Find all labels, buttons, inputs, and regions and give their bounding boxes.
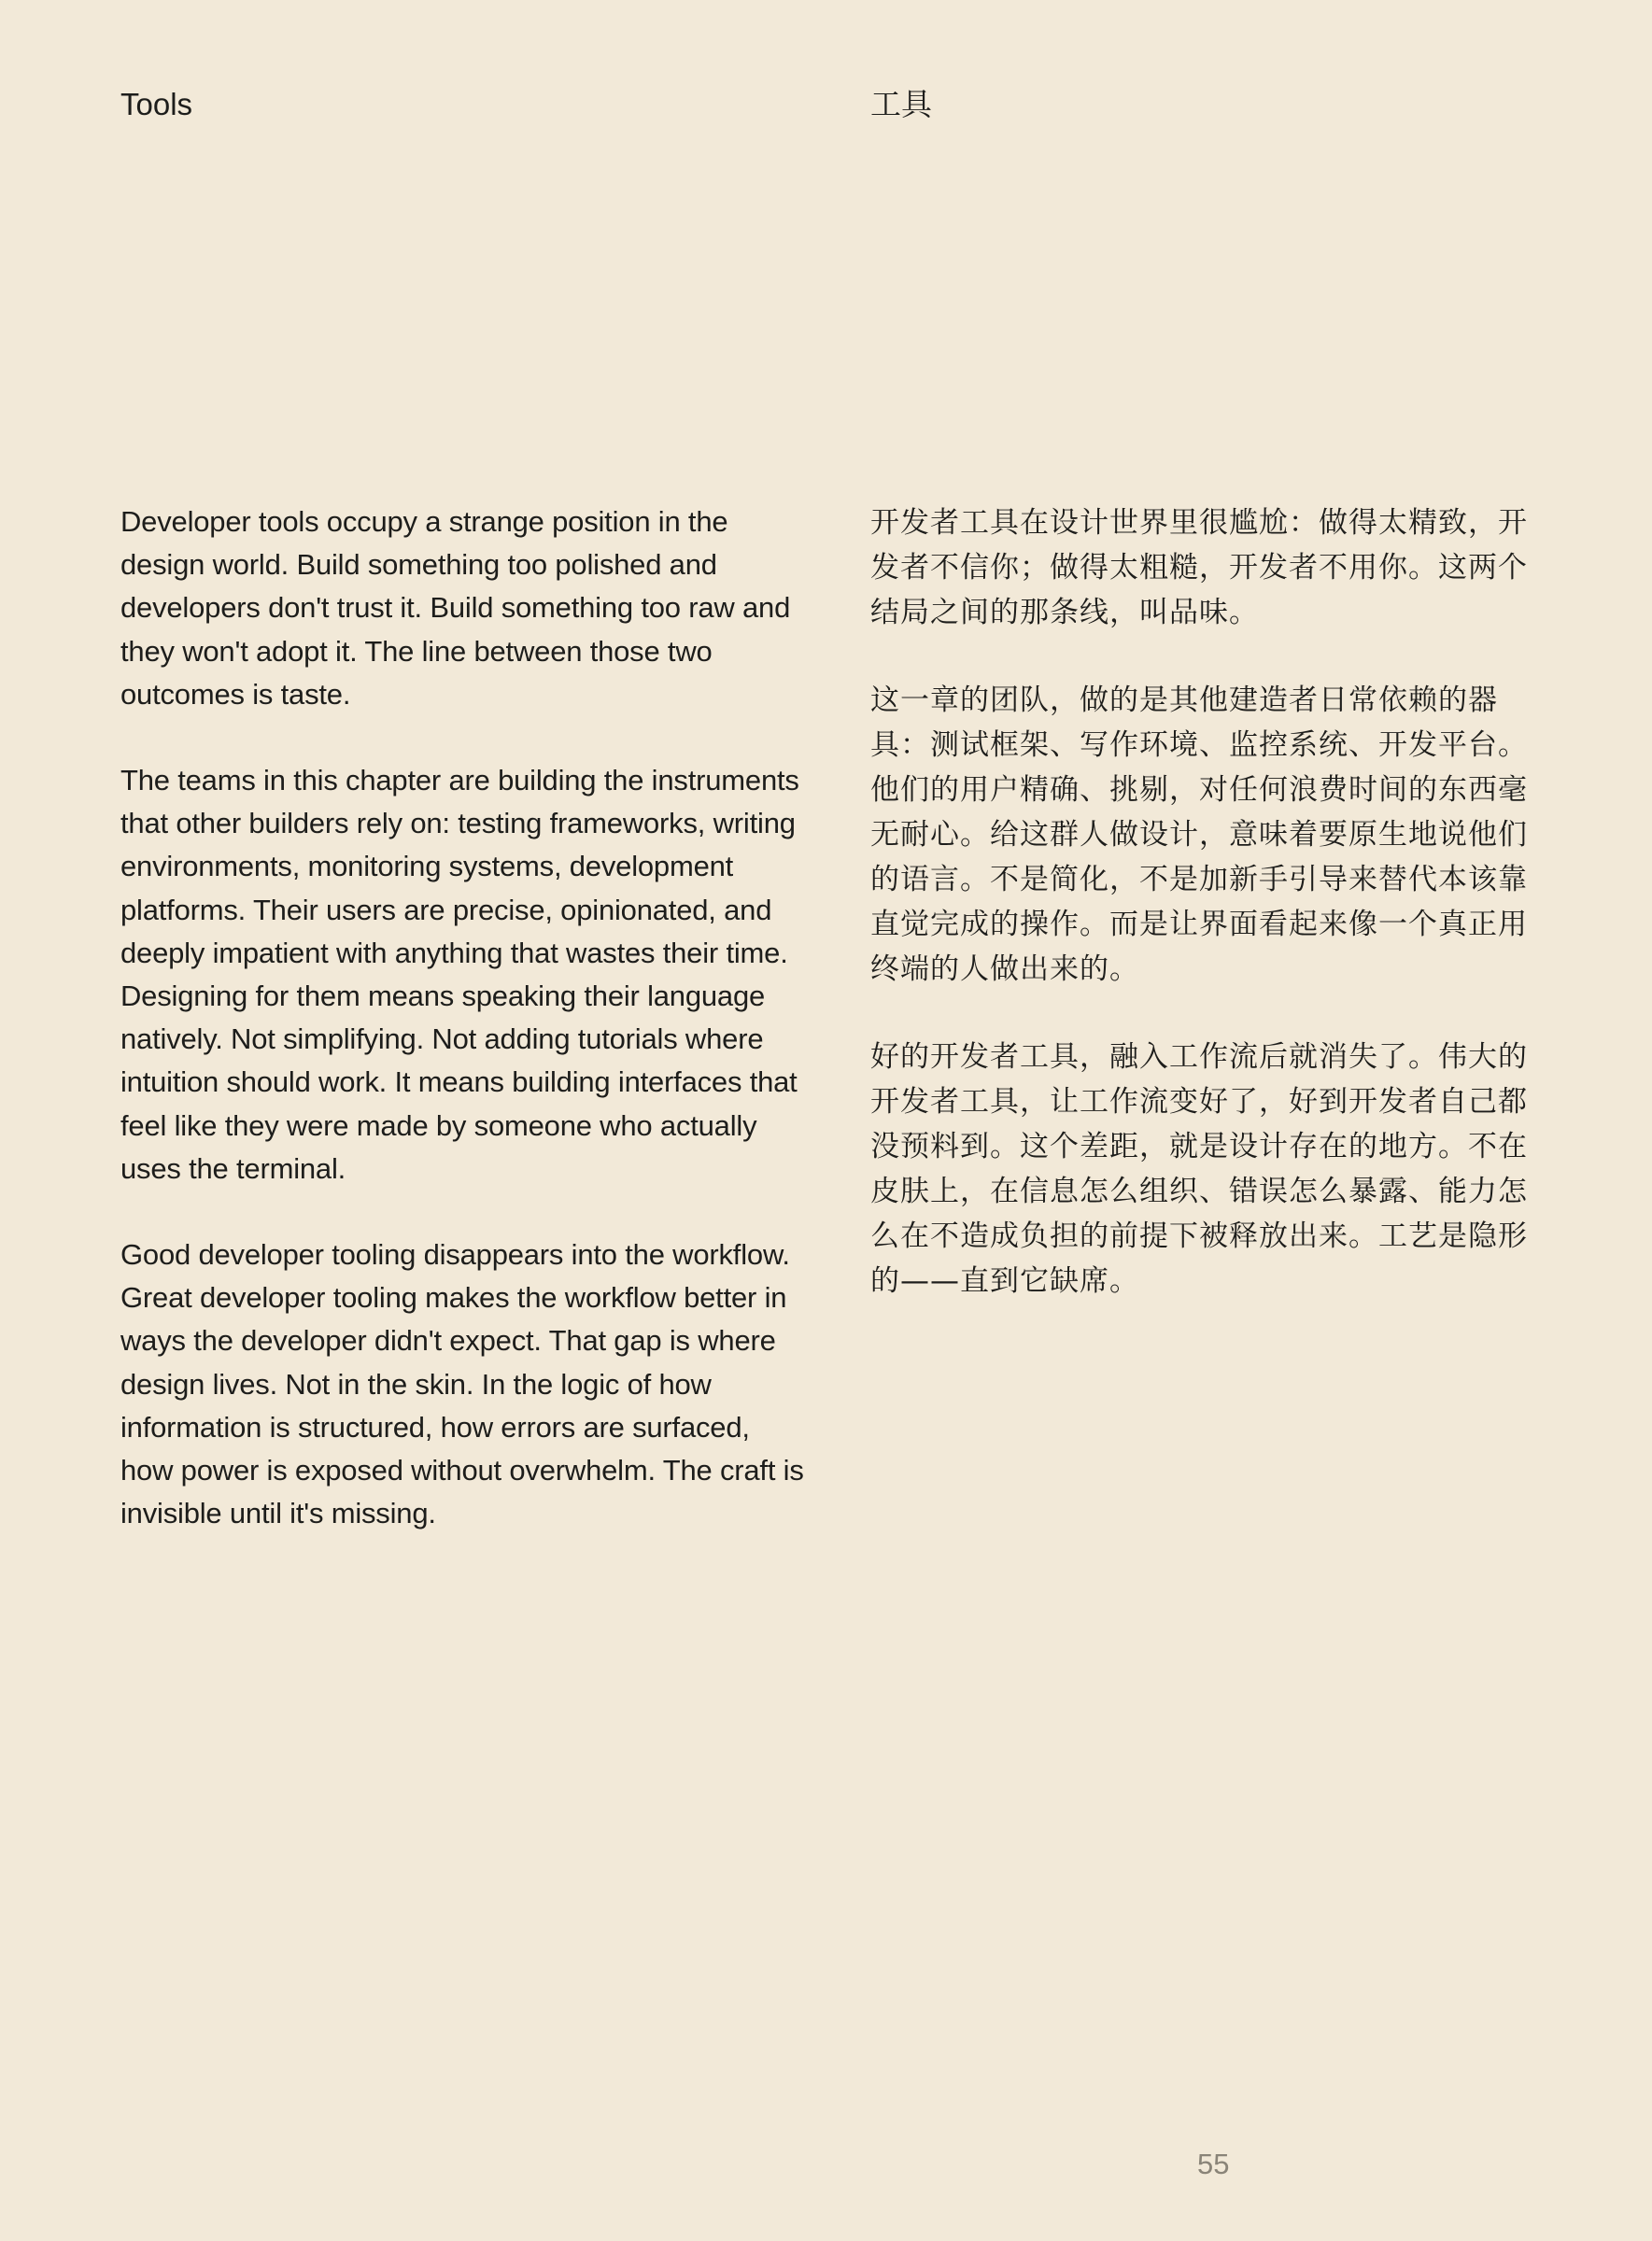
page-number: 55 [1197,2148,1230,2180]
english-column [120,500,807,1578]
section-heading-en: Tools [120,87,193,121]
english-paragraph-2: The teams in this chapter are building the instruments that other builders rely on: testing frameworks, writing environments, monitoring systems, development platforms. Their users are precise, opinionated, and deeply impatient with anything that wastes their time. Designing for them means speaking their language natively. Not simplifying. Not adding tutorials where intuition should work. It means building interfaces that feel like they were made by someone who actually uses the terminal. [120,764,799,1185]
chinese-paragraph-3: 好的开发者工具，融入工作流后就消失了。伟大的开发者工具，让工作流变好了，好到开发者自己都没预料到。这个差距，就是设计存在的地方。不在皮肤上，在信息怎么组织、错误怎么暴露、能力怎么在不造成负担的前提下被释放出来。工艺是隐形的——直到它缺席。 [870,1040,1528,1298]
english-paragraph-3: Good developer tooling disappears into the workflow. Great developer tooling makes the workflow better in ways the developer didn't expect. That gap is where design lives. Not in the skin. In the logic of how information is structured, how errors are surfaced, how power is exposed without overwhelm. The craft is invisible until it's missing. [120,1238,804,1530]
chinese-paragraph-2: 这一章的团队，做的是其他建造者日常依赖的器具：测试框架、写作环境、监控系统、开发平台。他们的用户精确、挑剔，对任何浪费时间的东西毫无耐心。给这群人做设计，意味着要原生地说他们的语言。不是简化，不是加新手引导来替代本该靠直觉完成的操作。而是让界面看起来像一个真正用终端的人做出来的。 [870,684,1528,986]
section-heading-zh: 工具 [870,86,932,122]
chinese-column [870,500,1541,1346]
english-paragraph-1: Developer tools occupy a strange position in the design world. Build something too polished and developers don't trust it. Build something too raw and they won't adopt it. The line between those two outcomes is taste. [120,505,791,711]
chinese-paragraph-1: 开发者工具在设计世界里很尴尬：做得太精致，开发者不信你；做得太粗糙，开发者不用你。这两个结局之间的那条线，叫品味。 [870,506,1528,629]
